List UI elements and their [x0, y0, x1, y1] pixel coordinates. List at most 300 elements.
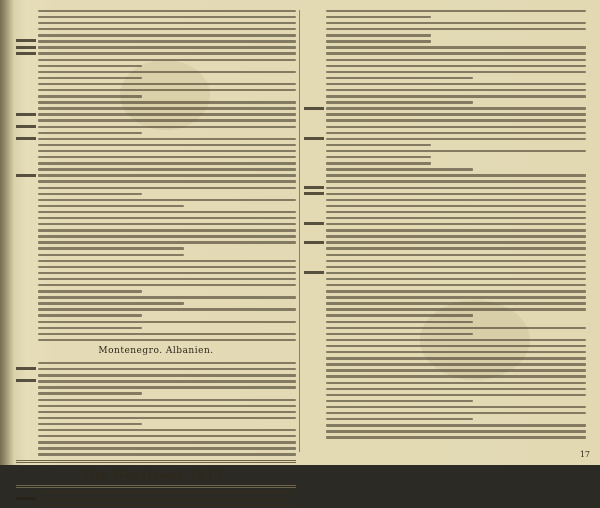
date-margin [16, 100, 36, 103]
date-margin [304, 82, 324, 85]
section-heading-montenegro: Montenegro. Albanien. [98, 346, 214, 357]
date-margin [16, 155, 36, 158]
date-margin [16, 416, 36, 419]
text-line [304, 435, 586, 441]
text-run [38, 254, 184, 256]
date-margin [304, 58, 324, 61]
date-margin [16, 241, 36, 244]
text-run [326, 83, 586, 85]
date-margin [16, 277, 36, 280]
date-margin [16, 361, 36, 364]
text-run [38, 223, 296, 225]
date-margin [304, 131, 324, 134]
date-margin [304, 64, 324, 67]
text-run [38, 34, 296, 36]
text-run [326, 40, 431, 42]
text-run [38, 59, 296, 61]
text-run [38, 411, 296, 413]
date-margin [16, 27, 36, 30]
text-run [38, 126, 296, 128]
date-margin [304, 100, 324, 103]
text-run [38, 399, 296, 401]
date-margin [304, 417, 324, 420]
text-run [38, 113, 296, 115]
date-margin [16, 137, 36, 140]
text-run [326, 375, 586, 377]
date-margin [304, 344, 324, 347]
text-run [38, 392, 142, 394]
date-margin [304, 295, 324, 298]
date-margin [16, 440, 36, 443]
text-run [38, 368, 296, 370]
text-run [38, 89, 296, 91]
date-margin [16, 497, 36, 500]
date-margin [16, 289, 36, 292]
text-run [38, 71, 296, 73]
date-margin [16, 446, 36, 449]
text-run [38, 132, 142, 134]
text-run [38, 290, 142, 292]
text-run [38, 266, 296, 268]
date-margin [16, 192, 36, 195]
date-margin [304, 411, 324, 414]
text-run [326, 52, 586, 54]
text-run [326, 424, 586, 426]
date-margin [304, 289, 324, 292]
date-margin [304, 210, 324, 213]
text-run [38, 180, 296, 182]
text-run [326, 16, 431, 18]
text-run [38, 193, 142, 195]
date-margin [304, 387, 324, 390]
date-margin [304, 9, 324, 12]
date-margin [16, 259, 36, 262]
westfront-text [16, 490, 296, 508]
date-margin [304, 436, 324, 439]
date-margin [304, 107, 324, 110]
text-run [326, 290, 586, 292]
date-margin [16, 149, 36, 152]
date-margin [16, 33, 36, 36]
text-run [326, 217, 586, 219]
text-run [38, 321, 296, 323]
text-run [38, 65, 142, 67]
text-run [326, 211, 586, 213]
date-margin [304, 320, 324, 323]
date-margin [16, 210, 36, 213]
date-margin [16, 21, 36, 24]
date-margin [304, 247, 324, 250]
text-run [326, 436, 586, 438]
date-margin [16, 320, 36, 323]
text-run [38, 333, 296, 335]
text-run [38, 417, 296, 419]
date-margin [304, 192, 324, 195]
date-margin [304, 161, 324, 164]
date-margin [16, 392, 36, 395]
text-run [326, 126, 586, 128]
date-margin [304, 119, 324, 122]
date-margin [304, 423, 324, 426]
text-run [326, 412, 586, 414]
text-run [326, 308, 586, 310]
date-margin [304, 21, 324, 24]
text-run [326, 327, 586, 329]
text-run [38, 498, 296, 500]
date-margin [304, 350, 324, 353]
date-margin [16, 228, 36, 231]
date-margin [304, 369, 324, 372]
text-run [38, 40, 296, 42]
section-rule [16, 460, 296, 463]
text-run [38, 229, 296, 231]
text-run [326, 394, 586, 396]
text-run [326, 357, 586, 359]
date-margin [304, 375, 324, 378]
text-run [38, 138, 296, 140]
text-run [326, 321, 473, 323]
date-margin [16, 113, 36, 116]
text-run [326, 10, 586, 12]
text-run [326, 168, 473, 170]
date-margin [16, 222, 36, 225]
text-run [326, 95, 586, 97]
text-run [38, 156, 296, 158]
text-run [38, 144, 296, 146]
date-margin [16, 253, 36, 256]
date-margin [304, 362, 324, 365]
date-margin [16, 373, 36, 376]
text-run [326, 113, 586, 115]
text-run [38, 260, 296, 262]
date-margin [304, 46, 324, 49]
date-margin [304, 94, 324, 97]
text-run [38, 380, 296, 382]
date-margin [16, 379, 36, 382]
date-margin [304, 405, 324, 408]
date-margin [304, 204, 324, 207]
date-margin [16, 302, 36, 305]
text-run [326, 247, 586, 249]
text-run [326, 333, 473, 335]
date-margin [304, 356, 324, 359]
date-margin [16, 39, 36, 42]
date-margin [304, 113, 324, 116]
text-run [38, 435, 296, 437]
date-margin [304, 241, 324, 244]
date-margin [304, 283, 324, 286]
date-margin [16, 332, 36, 335]
date-margin [16, 186, 36, 189]
text-run [38, 77, 142, 79]
date-margin [304, 314, 324, 317]
date-margin [304, 167, 324, 170]
date-margin [16, 367, 36, 370]
date-margin [304, 429, 324, 432]
text-run [326, 345, 586, 347]
date-margin [304, 15, 324, 18]
column-divider [299, 10, 300, 452]
date-margin [304, 198, 324, 201]
date-margin [16, 119, 36, 122]
date-margin [16, 247, 36, 250]
text-run [326, 314, 473, 316]
text-run [38, 272, 296, 274]
text-run [38, 95, 142, 97]
text-run [38, 491, 296, 493]
text-run [38, 199, 296, 201]
text-run [38, 362, 296, 364]
text-run [38, 217, 296, 219]
text-run [38, 296, 296, 298]
text-run [326, 28, 586, 30]
date-margin [304, 271, 324, 274]
date-margin [16, 386, 36, 389]
text-run [326, 180, 586, 182]
text-run [38, 339, 296, 341]
date-margin [16, 46, 36, 49]
text-run [38, 405, 296, 407]
text-run [326, 369, 586, 371]
text-run [38, 429, 296, 431]
text-run [326, 241, 586, 243]
text-run [326, 162, 431, 164]
text-run [38, 16, 296, 18]
text-run [326, 272, 586, 274]
date-margin [16, 326, 36, 329]
text-run [38, 278, 296, 280]
date-margin [16, 174, 36, 177]
date-margin [304, 88, 324, 91]
date-margin [16, 94, 36, 97]
date-margin [304, 70, 324, 73]
text-line [16, 337, 296, 343]
text-run [38, 284, 296, 286]
right-column-text [304, 8, 586, 441]
date-margin [304, 216, 324, 219]
date-margin [304, 76, 324, 79]
text-run [326, 71, 586, 73]
binding-gutter [0, 0, 14, 465]
text-run [38, 327, 142, 329]
text-run [326, 339, 586, 341]
date-margin [16, 70, 36, 73]
text-run [326, 46, 586, 48]
date-margin [304, 174, 324, 177]
text-run [326, 119, 586, 121]
text-run [38, 150, 296, 152]
text-run [326, 156, 431, 158]
text-run [38, 46, 296, 48]
text-run [38, 205, 184, 207]
date-margin [16, 15, 36, 18]
date-margin [304, 326, 324, 329]
date-margin [16, 58, 36, 61]
date-margin [16, 216, 36, 219]
date-margin [16, 88, 36, 91]
text-run [326, 59, 586, 61]
date-margin [16, 428, 36, 431]
text-run [326, 193, 586, 195]
text-run [326, 138, 586, 140]
text-run [326, 382, 586, 384]
text-run [326, 34, 431, 36]
date-margin [16, 491, 36, 494]
date-margin [304, 265, 324, 268]
date-margin [304, 338, 324, 341]
text-run [326, 65, 586, 67]
text-run [38, 386, 296, 388]
text-run [38, 447, 296, 449]
date-margin [304, 234, 324, 237]
text-run [38, 83, 296, 85]
text-run [326, 351, 586, 353]
date-margin [16, 422, 36, 425]
date-margin [16, 314, 36, 317]
date-margin [16, 283, 36, 286]
text-run [326, 260, 586, 262]
right-column [304, 8, 586, 458]
date-margin [16, 434, 36, 437]
date-margin [304, 186, 324, 189]
text-run [326, 22, 586, 24]
text-run [326, 418, 473, 420]
date-margin [304, 259, 324, 262]
text-run [38, 174, 296, 176]
date-margin [304, 125, 324, 128]
date-margin [16, 143, 36, 146]
text-run [38, 119, 296, 121]
date-margin [304, 302, 324, 305]
text-run [326, 89, 586, 91]
date-margin [304, 137, 324, 140]
date-margin [16, 167, 36, 170]
text-run [326, 77, 473, 79]
text-run [326, 223, 586, 225]
date-margin [304, 149, 324, 152]
date-margin [16, 125, 36, 128]
date-margin [16, 308, 36, 311]
date-margin [16, 265, 36, 268]
section-rule [16, 485, 296, 488]
text-run [326, 302, 586, 304]
date-margin [304, 277, 324, 280]
date-margin [16, 198, 36, 201]
text-run [326, 266, 586, 268]
text-run [38, 453, 296, 455]
text-run [326, 199, 586, 201]
text-run [326, 284, 586, 286]
text-run [38, 308, 296, 310]
date-margin [304, 155, 324, 158]
text-run [326, 174, 586, 176]
text-run [38, 162, 296, 164]
text-run [326, 107, 586, 109]
date-margin [16, 82, 36, 85]
date-margin [16, 234, 36, 237]
date-margin [16, 76, 36, 79]
date-margin [304, 33, 324, 36]
date-margin [304, 308, 324, 311]
text-run [38, 423, 142, 425]
date-margin [16, 64, 36, 67]
text-run [326, 132, 586, 134]
text-run [326, 205, 586, 207]
date-margin [16, 404, 36, 407]
date-margin [304, 381, 324, 384]
text-line [16, 502, 296, 508]
text-run [326, 406, 586, 408]
text-run [326, 101, 473, 103]
date-margin [16, 295, 36, 298]
date-margin [16, 52, 36, 55]
date-margin [304, 52, 324, 55]
date-margin [304, 393, 324, 396]
text-run [326, 278, 586, 280]
text-run [38, 101, 296, 103]
text-run [326, 363, 586, 365]
date-margin [16, 271, 36, 274]
montenegro-text [16, 360, 296, 458]
date-margin [16, 410, 36, 413]
text-run [38, 168, 296, 170]
date-margin [304, 143, 324, 146]
date-margin [304, 39, 324, 42]
date-margin [304, 27, 324, 30]
text-run [326, 235, 586, 237]
text-run [38, 52, 296, 54]
text-run [326, 229, 586, 231]
page-number: 17 [579, 450, 590, 459]
date-margin [16, 9, 36, 12]
text-run [38, 247, 184, 249]
date-margin [304, 253, 324, 256]
text-run [326, 430, 586, 432]
date-margin [16, 453, 36, 456]
text-line [16, 452, 296, 458]
date-margin [304, 180, 324, 183]
text-run [326, 400, 473, 402]
text-run [38, 235, 296, 237]
text-run [326, 150, 586, 152]
date-margin [16, 131, 36, 134]
date-margin [16, 204, 36, 207]
date-margin [304, 332, 324, 335]
left-column-text [16, 8, 296, 343]
text-run [38, 22, 296, 24]
date-margin [304, 228, 324, 231]
text-run [38, 504, 296, 506]
date-margin [304, 399, 324, 402]
date-margin [16, 180, 36, 183]
left-column [16, 8, 296, 482]
text-run [38, 302, 184, 304]
date-margin [16, 107, 36, 110]
text-run [326, 254, 586, 256]
text-run [326, 388, 586, 390]
text-run [38, 107, 296, 109]
text-run [326, 144, 431, 146]
text-run [326, 187, 586, 189]
text-run [38, 10, 296, 12]
date-margin [304, 222, 324, 225]
section-heading-westfront: Die Westfront 1915. [83, 467, 229, 482]
date-margin [16, 338, 36, 341]
date-margin [16, 161, 36, 164]
text-run [326, 296, 586, 298]
text-run [38, 374, 296, 376]
date-margin [16, 503, 36, 506]
